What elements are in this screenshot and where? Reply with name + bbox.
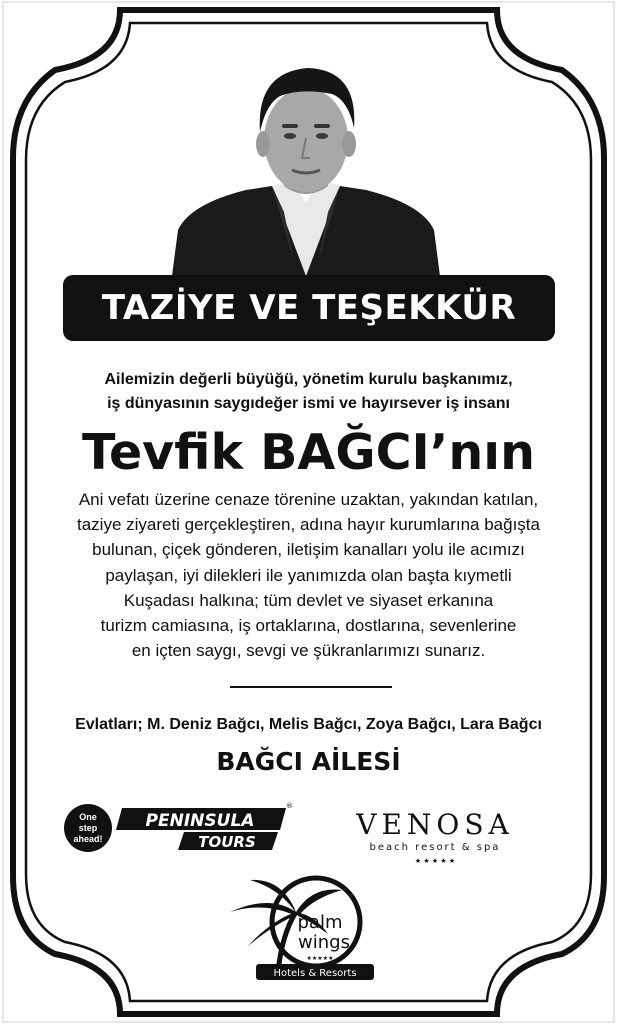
body-line: Kuşadası halkına; tüm devlet ve siyaset erkanına xyxy=(123,590,494,610)
peninsula-sub: TOURS xyxy=(198,833,256,851)
intro-line: iş dünyasının saygıdeğer ismi ve hayırsever iş insanı xyxy=(107,395,510,412)
peninsula-badge-line: ahead! xyxy=(73,834,103,844)
body-line: taziye ziyareti gerçekleştiren, adına hayır kurumlarına bağışta xyxy=(76,515,540,535)
peninsula-badge-line: step xyxy=(78,823,98,833)
body-text xyxy=(40,487,577,663)
family-signature: BAĞCI AİLESİ xyxy=(216,747,401,776)
venosa-stars: ★ ★ ★ ★ ★ xyxy=(414,857,456,865)
body-line: Ani vefatı üzerine cenaze törenine uzaktan, yakından katılan, xyxy=(78,490,539,509)
venosa-sub: beach resort & spa xyxy=(369,842,501,853)
venosa-name: VENOSA xyxy=(356,808,514,841)
venosa-logo xyxy=(346,808,524,866)
divider-line xyxy=(230,686,392,688)
intro-line: Ailemizin değerli büyüğü, yönetim kurulu başkanımız, xyxy=(104,371,513,388)
children-names: Evlatları; M. Deniz Bağcı, Melis Bağcı, Zoya Bağcı, Lara Bağcı xyxy=(75,716,542,733)
title-banner xyxy=(63,275,555,341)
palmwings-line1: palm xyxy=(297,912,343,933)
peninsula-badge-line: One xyxy=(79,812,97,822)
peninsula-name: PENINSULA xyxy=(145,811,255,831)
palmwings-line2: wings xyxy=(298,932,350,953)
palmwings-stars: ★★★★★ xyxy=(306,955,334,962)
palm-wings-logo xyxy=(222,872,392,984)
body-line: bulunan, çiçek gönderen, iletişim kanalları yolu ile acımızı xyxy=(92,540,525,560)
registered-mark: ® xyxy=(286,802,293,810)
intro-text xyxy=(40,368,577,416)
body-line: paylaşan, iyi dilekleri ile yanımızda olan başta kıymetli xyxy=(105,565,512,585)
peninsula-tours-logo xyxy=(64,800,293,856)
notice-title: TAZİYE VE TEŞEKKÜR xyxy=(101,288,517,328)
portrait-photo xyxy=(172,62,440,276)
body-line: en içten saygı, sevgi ve şükranlarımızı sunarız. xyxy=(131,641,486,661)
palmwings-sub: Hotels & Resorts xyxy=(273,968,357,979)
deceased-name: Tevfik BAĞCI’nın xyxy=(82,424,535,481)
body-line: turizm camiasına, iş ortaklarına, dostlarına, sevenlerine xyxy=(100,616,517,636)
